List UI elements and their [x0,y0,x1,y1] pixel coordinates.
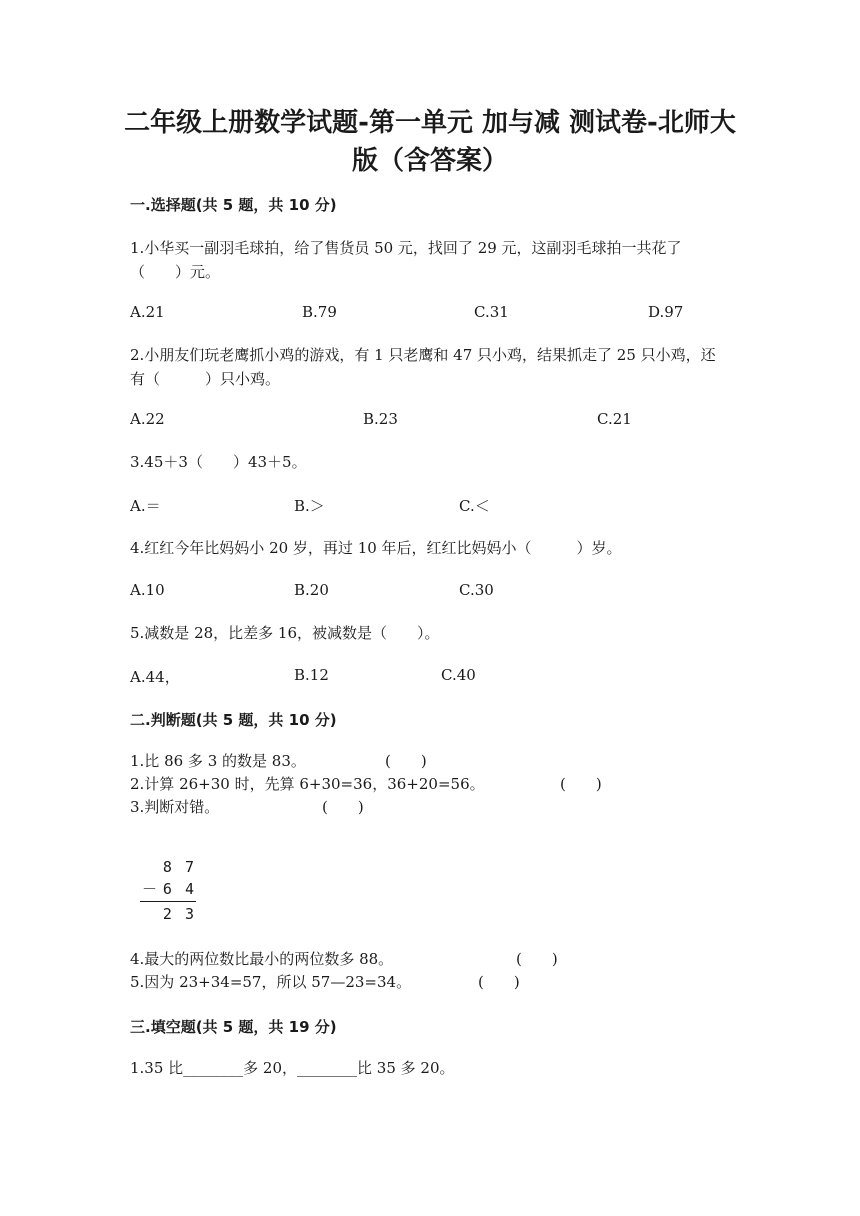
judge-question-4: 4.最大的两位数比最小的两位数多 88。 [130,950,394,968]
vertical-subtraction [140,856,196,925]
judge-question-5: 5.因为 23+34=57，所以 57—23=34。 [130,973,412,991]
calc-minus-sign: － [142,880,158,898]
choice-q5-option-b: B.12 [294,666,329,684]
judge-q2-answer-paren: ( ) [560,775,602,793]
judge-q5-answer-paren: ( ) [478,973,520,991]
judge-q4-answer-paren: ( ) [516,950,558,968]
choice-q1-option-c: C.31 [474,303,509,321]
choice-q4-option-a: A.10 [130,581,165,599]
calc-minuend: 8 7 [162,858,196,876]
judge-question-1: 1.比 86 多 3 的数是 83。 [130,752,306,770]
choice-q2-option-b: B.23 [363,410,398,428]
choice-q3-option-b: B.＞ [294,497,325,515]
section-heading-judge: 二.判断题(共 5 题，共 10 分) [130,711,337,729]
judge-q3-answer-paren: ( ) [322,798,364,816]
choice-q3-option-a: A.＝ [130,497,161,515]
choice-q2-option-a: A.22 [130,410,165,428]
choice-question-1: 1.小华买一副羽毛球拍，给了售货员 50 元，找回了 29 元，这副羽毛球拍一共花了（ ）元。 [130,239,682,281]
choice-q4-option-c: C.30 [459,581,494,599]
calc-divider-line [140,901,196,902]
choice-q1-option-b: B.79 [302,303,337,321]
page-title: 二年级上册数学试题-第一单元 加与减 测试卷-北师大版（含答案） [124,108,736,176]
judge-question-2: 2.计算 26+30 时，先算 6+30=36，36+20=56。 [130,775,485,793]
fill-question-1: 1.35 比________多 20，________比 35 多 20。 [130,1059,455,1077]
section-heading-fill: 三.填空题(共 5 题，共 19 分) [130,1018,337,1036]
choice-q2-option-c: C.21 [597,410,632,428]
calc-subtrahend: 6 4 [162,880,196,898]
judge-question-3: 3.判断对错。 [130,798,220,816]
judge-q1-answer-paren: ( ) [385,752,427,770]
choice-question-5: 5.减数是 28，比差多 16，被减数是（ ）。 [130,624,440,642]
choice-q4-option-b: B.20 [294,581,329,599]
choice-question-3: 3.45＋3（ ）43＋5。 [130,453,307,471]
choice-q5-option-a: A.44， [130,668,180,686]
section-heading-choice: 一.选择题(共 5 题，共 10 分) [130,196,337,214]
choice-q3-option-c: C.＜ [459,497,490,515]
choice-q1-option-a: A.21 [130,303,165,321]
choice-q1-option-d: D.97 [648,303,684,321]
calc-result: 2 3 [162,905,196,923]
choice-question-4: 4.红红今年比妈妈小 20 岁，再过 10 年后，红红比妈妈小（ ）岁。 [130,539,622,557]
choice-question-2: 2.小朋友们玩老鹰抓小鸡的游戏，有 1 只老鹰和 47 只小鸡，结果抓走了 25 只小鸡，还有（ ）只小鸡。 [130,346,716,388]
choice-q5-option-c: C.40 [441,666,476,684]
